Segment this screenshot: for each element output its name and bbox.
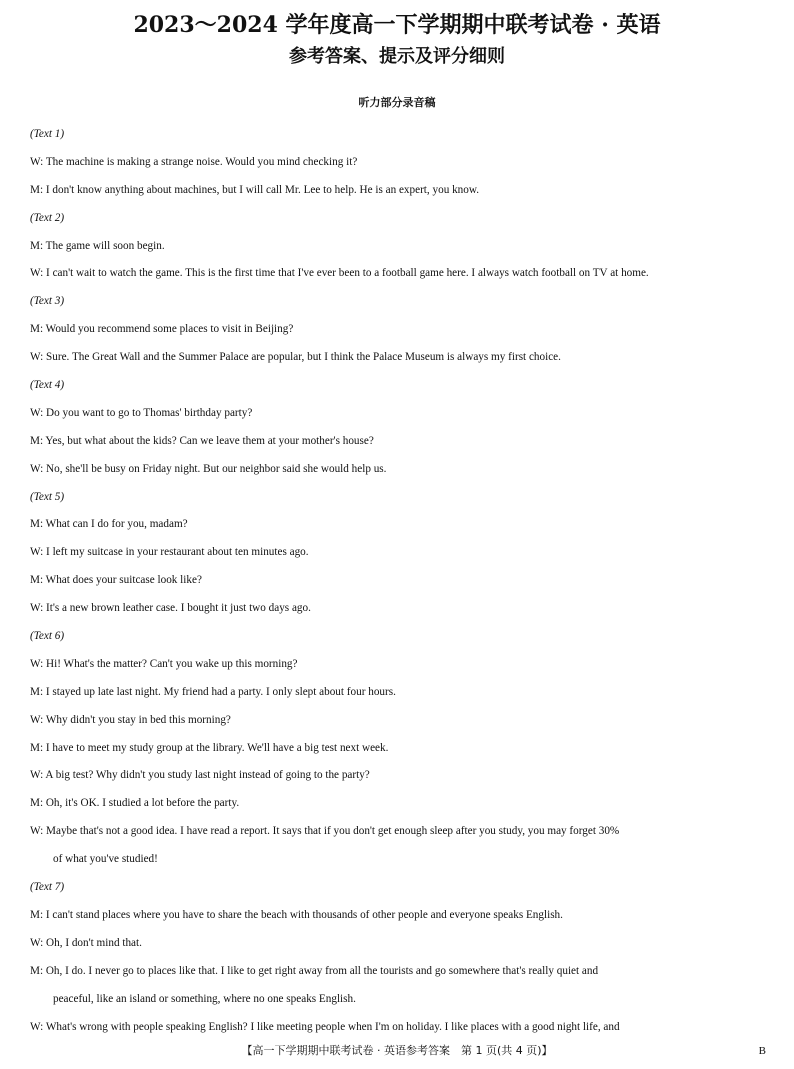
transcript-line: W: Why didn't you stay in bed this morning? <box>30 713 231 726</box>
transcript-line: peaceful, like an island or something, where no one speaks English. <box>53 992 356 1005</box>
transcript-line: M: What does your suitcase look like? <box>30 574 202 587</box>
text-section-label: (Text 7) <box>30 881 65 894</box>
page-title: 2023～2024 学年度高一下学期期中联考试卷 · 英语 <box>133 12 661 38</box>
transcript-line: W: I can't wait to watch the game. This is the first time that I've ever been to a football game here. I always watch football on TV at home. <box>30 267 649 280</box>
transcript-line: M: I have to meet my study group at the library. We'll have a big test next week. <box>30 741 389 754</box>
transcript-line: W: A big test? Why didn't you study last night instead of going to the party? <box>30 769 370 782</box>
transcript-line: W: Oh, I don't mind that. <box>30 936 142 949</box>
transcript-line: W: It's a new brown leather case. I bought it just two days ago. <box>30 602 311 615</box>
transcript-line: W: No, she'll be busy on Friday night. But our neighbor said she would help us. <box>30 462 387 475</box>
text-section-label: (Text 5) <box>30 490 65 503</box>
transcript-line: M: I don't know anything about machines, but I will call Mr. Lee to help. He is an expert, you know. <box>30 183 480 196</box>
transcript-line: W: I left my suitcase in your restaurant about ten minutes ago. <box>30 546 309 559</box>
text-section-label: (Text 2) <box>30 211 65 224</box>
page-footer: 【高一下学期期中联考试卷 · 英语参考答案 第 1 页(共 4 页)】 <box>241 1044 553 1057</box>
version-mark: B <box>758 1045 766 1057</box>
page-subtitle: 参考答案、提示及评分细则 <box>289 46 505 67</box>
transcript-line: W: Do you want to go to Thomas' birthday party? <box>30 406 253 419</box>
transcript-line: M: Would you recommend some places to visit in Beijing? <box>30 323 294 336</box>
text-section-label: (Text 1) <box>30 128 65 140</box>
transcript-line: of what you've studied! <box>53 853 158 866</box>
transcript-line: W: What's wrong with people speaking English? I like meeting people when I'm on holiday. I like places with a good night life, and <box>30 1020 620 1033</box>
section-title: 听力部分录音稿 <box>358 96 436 109</box>
text-section-label: (Text 3) <box>30 295 65 308</box>
transcript-line: W: The machine is making a strange noise. Would you mind checking it? <box>30 155 358 168</box>
transcript-line: M: What can I do for you, madam? <box>30 518 188 531</box>
transcript-line: W: Maybe that's not a good idea. I have read a report. It says that if you don't get enough sleep after you study, you may forget 30% <box>30 825 620 838</box>
transcript-line: M: The game will soon begin. <box>30 239 165 252</box>
text-section-label: (Text 4) <box>30 379 65 392</box>
transcript-line: W: Hi! What's the matter? Can't you wake up this morning? <box>30 657 298 670</box>
transcript-line: M: I stayed up late last night. My friend had a party. I only slept about four hours. <box>30 685 396 698</box>
transcript-line: M: I can't stand places where you have to share the beach with thousands of other people and everyone speaks English. <box>30 908 563 921</box>
transcript-line: M: Yes, but what about the kids? Can we leave them at your mother's house? <box>30 434 374 447</box>
transcript-line: M: Oh, I do. I never go to places like that. I like to get right away from all the tourists and go somewhere that's really quiet and <box>30 964 599 977</box>
transcript-line: M: Oh, it's OK. I studied a lot before the party. <box>30 797 240 810</box>
text-section-label: (Text 6) <box>30 630 65 643</box>
transcript-body <box>30 121 770 1041</box>
transcript-line: W: Sure. The Great Wall and the Summer Palace are popular, but I think the Palace Museum is always my first choice. <box>30 351 561 364</box>
